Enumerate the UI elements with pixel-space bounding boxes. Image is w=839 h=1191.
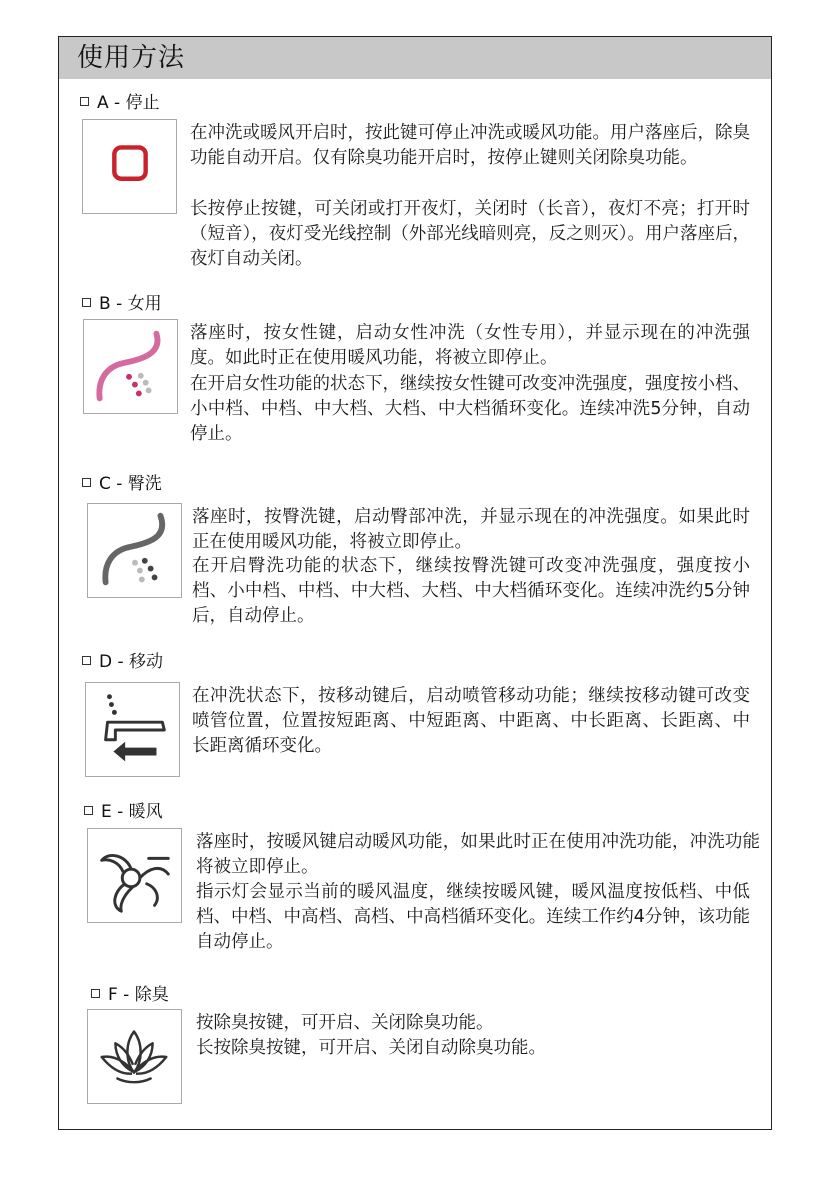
instruction-frame [58, 36, 772, 1130]
checkbox-icon [82, 478, 91, 487]
page-title: 使用方法 [77, 43, 186, 73]
nozzle-move-icon [85, 682, 180, 777]
checkbox-icon [91, 989, 100, 998]
section-paragraph: 在冲洗状态下，按移动键后，启动喷管移动功能；继续按移动键可改变喷管位置，位置按短距离、中短距离、中距离、中长距离、长距离、中长距离循环变化。 [192, 686, 750, 756]
deodorize-lotus-icon [87, 1009, 182, 1104]
section-paragraph: 落座时，按暖风键启动暖风功能，如果此时正在使用冲洗功能，冲洗功能将被立即停止。 [196, 832, 760, 877]
section-heading: B - 女用 [82, 294, 162, 314]
section-heading: C - 臀洗 [82, 474, 162, 494]
section-heading: E - 暖风 [84, 802, 163, 822]
checkbox-icon [80, 97, 89, 106]
section-paragraph: 落座时，按臀洗键，启动臀部冲洗，并显示现在的冲洗强度。如果此时正在使用暖风功能，将被立即停止。 [192, 507, 750, 552]
checkbox-icon [82, 656, 91, 665]
feminine-wash-icon [83, 319, 178, 414]
section-paragraph: 在开启臀洗功能的状态下，继续按臀洗键可改变冲洗强度，强度按小档、小中档、中档、中大档、大档、中大档循环变化。连续冲洗约5分钟后，自动停止。 [192, 556, 750, 626]
section-paragraph: 按除臭按键，可开启、关闭除臭功能。 [196, 1013, 494, 1033]
section-paragraph: 指示灯会显示当前的暖风温度，继续按暖风键，暖风温度按低档、中低档、中档、中高档、高档、中高档循环变化。连续工作约4分钟，该功能自动停止。 [196, 882, 750, 952]
section-paragraph: 在开启女性功能的状态下，继续按女性键可改变冲洗强度，强度按小档、小中档、中档、中大档、大档、中大档循环变化。连续冲洗5分钟，自动停止。 [190, 374, 750, 444]
section-paragraph: 在冲洗或暖风开启时，按此键可停止冲洗或暖风功能。用户落座后，除臭功能自动开启。仅有除臭功能开启时，按停止键则关闭除臭功能。 [190, 123, 750, 168]
section-paragraph: 落座时，按女性键，启动女性冲洗（女性专用），并显示现在的冲洗强度。如此时正在使用暖风功能，将被立即停止。 [190, 323, 750, 368]
rear-wash-icon [87, 503, 182, 598]
section-heading: D - 移动 [82, 652, 163, 672]
stop-square-icon [82, 119, 177, 214]
title-bar [59, 37, 771, 79]
section-heading: F - 除臭 [91, 985, 169, 1005]
section-heading: A - 停止 [80, 93, 160, 113]
checkbox-icon [84, 806, 93, 815]
section-paragraph: 长按停止按键，可关闭或打开夜灯，关闭时（长音），夜灯不亮；打开时（短音），夜灯受光线控制（外部光线暗则亮，反之则灭）。用户落座后，夜灯自动关闭。 [190, 199, 750, 269]
checkbox-icon [82, 298, 91, 307]
section-paragraph: 长按除臭按键，可开启、关闭自动除臭功能。 [196, 1038, 546, 1058]
warm-air-fan-icon [87, 828, 182, 923]
